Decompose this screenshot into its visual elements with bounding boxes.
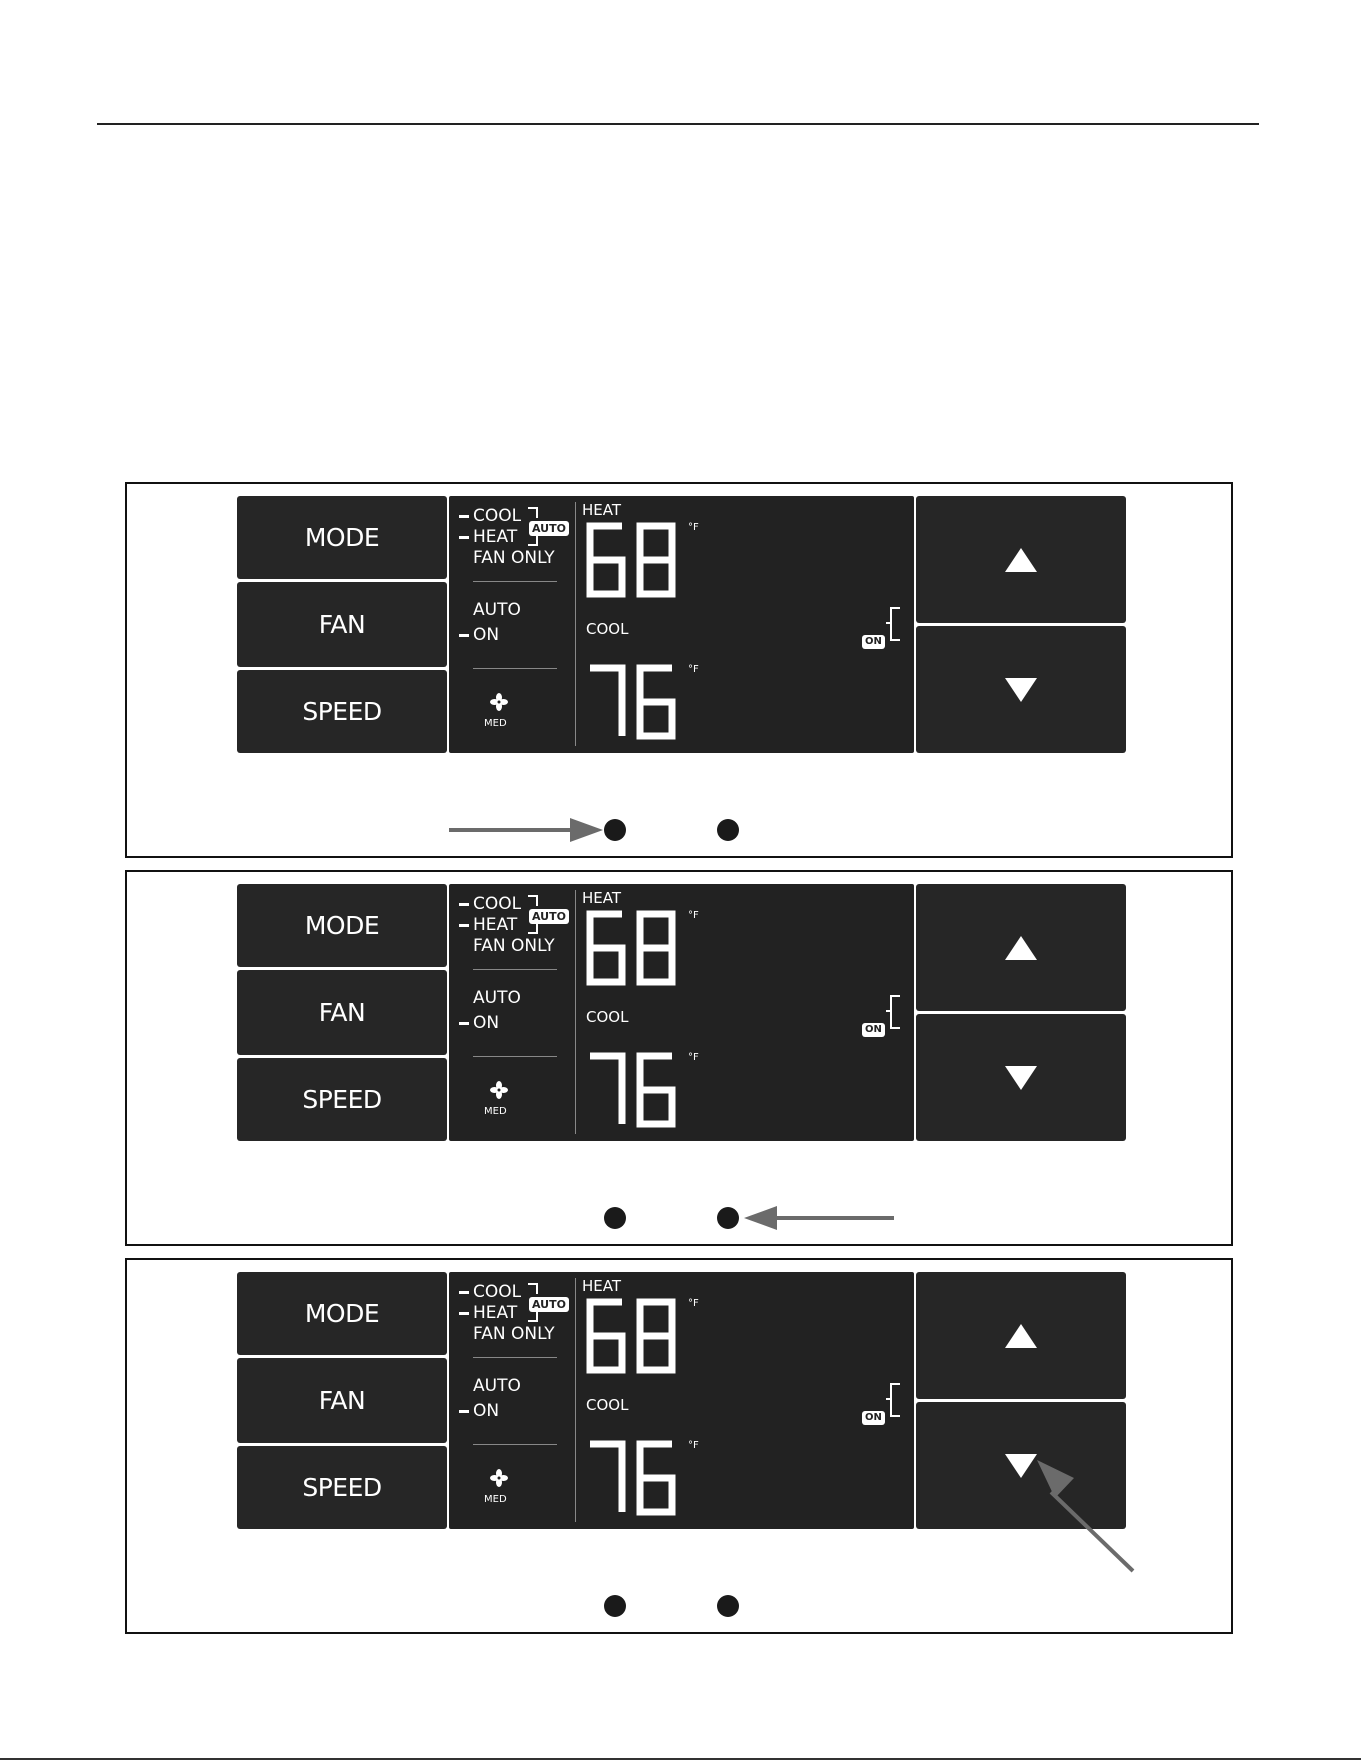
fan-icon <box>490 693 508 711</box>
fan-button[interactable]: FAN <box>237 970 447 1055</box>
divider <box>473 1357 557 1358</box>
heat-setpoint-label: HEAT <box>582 889 622 907</box>
down-button[interactable] <box>916 1402 1126 1529</box>
fan-on-indicator <box>459 1022 469 1025</box>
up-button[interactable] <box>916 1272 1126 1399</box>
mode-button[interactable]: MODE <box>237 1272 447 1355</box>
left-dot[interactable] <box>604 819 626 841</box>
thermostat-panel-1 <box>125 482 1233 858</box>
cool-unit: °F <box>688 1440 699 1451</box>
triangle-down-icon <box>1005 1454 1037 1478</box>
fan-on-indicator <box>459 634 469 637</box>
fan-icon <box>490 1469 508 1487</box>
fan-auto-label: AUTO <box>473 988 521 1008</box>
auto-badge: AUTO <box>529 521 569 536</box>
speed-med-label: MED <box>484 1494 507 1505</box>
cool-unit: °F <box>688 1052 699 1063</box>
divider <box>473 581 557 582</box>
fan-on-indicator <box>459 1410 469 1413</box>
cool-temp-digits <box>582 1440 686 1516</box>
fan-on-label: ON <box>473 1401 500 1421</box>
triangle-down-icon <box>1005 678 1037 702</box>
left-dot[interactable] <box>604 1207 626 1229</box>
divider-vertical <box>575 1278 576 1522</box>
on-bracket <box>890 607 900 641</box>
cool-temp-digits <box>582 1052 686 1128</box>
left-dot[interactable] <box>604 1595 626 1617</box>
auto-bracket-bottom <box>528 923 538 934</box>
thermostat-panel-3 <box>125 1258 1233 1634</box>
auto-bracket-top <box>528 1283 538 1294</box>
auto-badge: AUTO <box>529 909 569 924</box>
triangle-up-icon <box>1005 548 1037 572</box>
fan-icon <box>490 1081 508 1099</box>
lcd-display <box>449 884 914 1141</box>
mode-fan-only-label: FAN ONLY <box>473 936 555 956</box>
fan-auto-label: AUTO <box>473 600 521 620</box>
auto-bracket-top <box>528 507 538 518</box>
on-bracket <box>890 995 900 1029</box>
divider <box>473 1056 557 1057</box>
up-button[interactable] <box>916 496 1126 623</box>
heat-setpoint-label: HEAT <box>582 1277 622 1295</box>
auto-bracket-top <box>528 895 538 906</box>
fan-button[interactable]: FAN <box>237 582 447 667</box>
speed-med-label: MED <box>484 1106 507 1117</box>
cool-temp-digits <box>582 664 686 740</box>
cool-indicator <box>459 1291 469 1294</box>
speed-button[interactable]: SPEED <box>237 1446 447 1529</box>
mode-cool-label: COOL <box>473 506 522 526</box>
divider-vertical <box>575 502 576 746</box>
auto-bracket-bottom <box>528 1311 538 1322</box>
lcd-display <box>449 1272 914 1529</box>
divider-vertical <box>575 890 576 1134</box>
mode-button[interactable]: MODE <box>237 884 447 967</box>
heat-unit: °F <box>688 910 699 921</box>
divider <box>473 668 557 669</box>
mode-fan-only-label: FAN ONLY <box>473 1324 555 1344</box>
heat-unit: °F <box>688 1298 699 1309</box>
cool-setpoint-label: COOL <box>586 1008 629 1026</box>
heat-temp-digits <box>582 522 686 598</box>
up-button[interactable] <box>916 884 1126 1011</box>
speed-med-label: MED <box>484 718 507 729</box>
right-dot[interactable] <box>717 819 739 841</box>
fan-on-label: ON <box>473 1013 500 1033</box>
triangle-up-icon <box>1005 1324 1037 1348</box>
auto-badge: AUTO <box>529 1297 569 1312</box>
cool-indicator <box>459 515 469 518</box>
cool-setpoint-label: COOL <box>586 620 629 638</box>
cool-indicator <box>459 903 469 906</box>
speed-button[interactable]: SPEED <box>237 670 447 753</box>
mode-heat-label: HEAT <box>473 527 518 547</box>
triangle-down-icon <box>1005 1066 1037 1090</box>
mode-heat-label: HEAT <box>473 915 518 935</box>
divider <box>473 1444 557 1445</box>
thermostat-panel-2 <box>125 870 1233 1246</box>
cool-unit: °F <box>688 664 699 675</box>
down-button[interactable] <box>916 626 1126 753</box>
bottom-rule <box>0 1758 1361 1760</box>
heat-indicator <box>459 1312 469 1315</box>
on-badge: ON <box>862 1023 885 1037</box>
top-rule <box>97 123 1259 125</box>
heat-temp-digits <box>582 1298 686 1374</box>
heat-unit: °F <box>688 522 699 533</box>
on-bracket <box>890 1383 900 1417</box>
heat-indicator <box>459 536 469 539</box>
down-button[interactable] <box>916 1014 1126 1141</box>
speed-button[interactable]: SPEED <box>237 1058 447 1141</box>
on-badge: ON <box>862 1411 885 1425</box>
mode-cool-label: COOL <box>473 894 522 914</box>
heat-temp-digits <box>582 910 686 986</box>
lcd-display <box>449 496 914 753</box>
fan-button[interactable]: FAN <box>237 1358 447 1443</box>
heat-indicator <box>459 924 469 927</box>
mode-button[interactable]: MODE <box>237 496 447 579</box>
cool-setpoint-label: COOL <box>586 1396 629 1414</box>
fan-auto-label: AUTO <box>473 1376 521 1396</box>
mode-heat-label: HEAT <box>473 1303 518 1323</box>
heat-setpoint-label: HEAT <box>582 501 622 519</box>
divider <box>473 969 557 970</box>
right-dot[interactable] <box>717 1207 739 1229</box>
fan-on-label: ON <box>473 625 500 645</box>
auto-bracket-bottom <box>528 535 538 546</box>
triangle-up-icon <box>1005 936 1037 960</box>
mode-cool-label: COOL <box>473 1282 522 1302</box>
right-dot[interactable] <box>717 1595 739 1617</box>
on-badge: ON <box>862 635 885 649</box>
mode-fan-only-label: FAN ONLY <box>473 548 555 568</box>
